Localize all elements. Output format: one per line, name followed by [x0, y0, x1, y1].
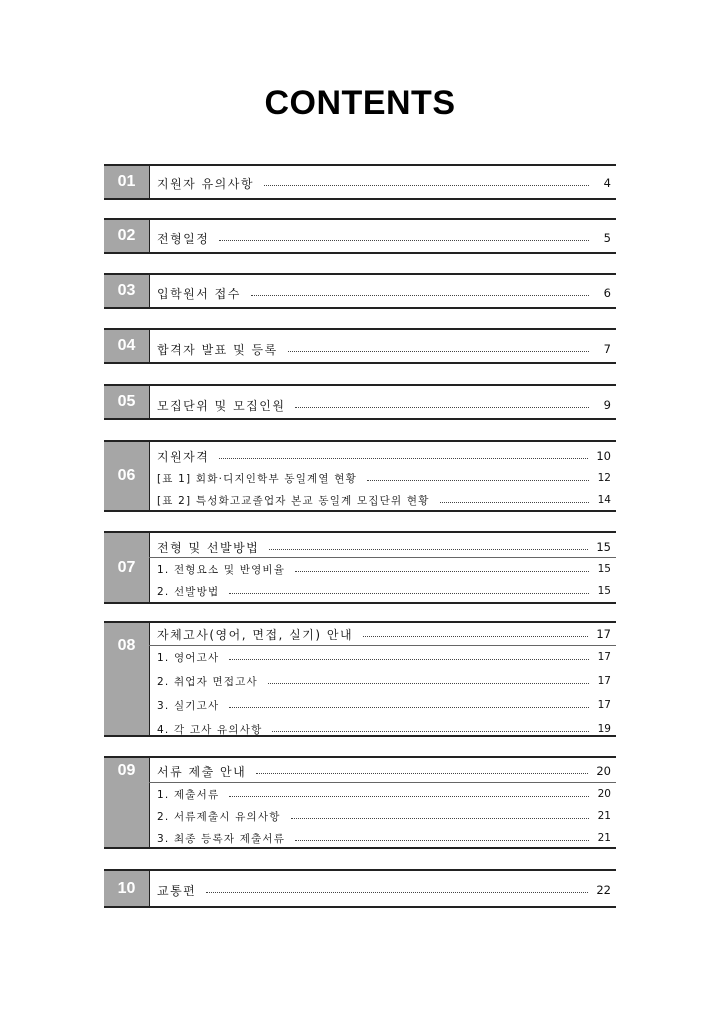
entry-label: 1. 제출서류: [157, 788, 220, 801]
page-title: CONTENTS: [264, 84, 456, 122]
toc-section-10: [104, 869, 616, 908]
dot-leader: [440, 502, 589, 503]
page-number: 14: [597, 494, 611, 506]
page-number: 17: [596, 627, 611, 641]
section-entries: [149, 533, 616, 602]
toc-entry[interactable]: [157, 338, 611, 360]
toc-subentry[interactable]: [157, 580, 611, 602]
entry-label: 합격자 발표 및 등록: [157, 342, 278, 357]
dot-leader: [219, 240, 589, 241]
toc-section-06: [104, 440, 616, 512]
page-number: 9: [603, 398, 611, 412]
toc-subentry[interactable]: [157, 718, 611, 740]
entry-label: 전형일정: [157, 231, 210, 246]
page-number: 15: [596, 540, 611, 554]
entry-label: 지원자 유의사항: [157, 176, 254, 191]
dot-leader: [272, 731, 589, 732]
entry-label: 서류 제출 안내: [157, 764, 247, 779]
page-number: 21: [597, 810, 611, 822]
toc-section-07: [104, 531, 616, 604]
section-entries: [149, 442, 616, 510]
page-number: 10: [596, 449, 611, 463]
toc-entry[interactable]: [157, 879, 611, 901]
page-number: 12: [597, 472, 611, 484]
section-number: 05: [104, 386, 150, 418]
dot-leader: [367, 480, 589, 481]
section-number: 03: [104, 275, 150, 307]
entry-label: [표 2] 특성화고교졸업자 본교 동일계 모집단위 현황: [157, 494, 430, 507]
toc-subentry[interactable]: [157, 558, 611, 580]
section-entries: [149, 386, 616, 418]
dot-leader: [229, 796, 589, 797]
section-number: 08: [104, 623, 150, 735]
page-number: 17: [597, 651, 611, 663]
dot-leader: [256, 773, 588, 774]
page-number: 7: [603, 342, 611, 356]
page-number: 17: [597, 699, 611, 711]
dot-leader: [206, 892, 588, 893]
toc-entry[interactable]: [157, 445, 611, 467]
page-number: 19: [597, 723, 611, 735]
page-number: 15: [597, 563, 611, 575]
entry-label: 3. 실기고사: [157, 699, 220, 712]
toc-entry[interactable]: [157, 282, 611, 304]
section-entries: [149, 758, 616, 847]
section-number: 01: [104, 166, 150, 198]
section-number: 06: [104, 442, 150, 510]
entry-label: 2. 선발방법: [157, 585, 220, 598]
section-entries: [149, 166, 616, 198]
dot-leader: [268, 683, 589, 684]
entry-label: 4. 각 고사 유의사항: [157, 723, 263, 736]
section-entries: [149, 623, 616, 735]
section-entries: [149, 871, 616, 906]
toc-subentry[interactable]: [157, 489, 611, 511]
toc-entry[interactable]: [157, 172, 611, 194]
toc-subentry[interactable]: [157, 646, 611, 668]
section-number: 09: [104, 758, 150, 847]
page-number: 6: [603, 286, 611, 300]
toc-section-03: [104, 273, 616, 309]
dot-leader: [269, 549, 588, 550]
dot-leader: [295, 840, 589, 841]
dot-leader: [288, 351, 589, 352]
entry-label: 1. 전형요소 및 반영비율: [157, 563, 286, 576]
entry-label: 입학원서 접수: [157, 286, 241, 301]
entry-label: 모집단위 및 모집인원: [157, 398, 286, 413]
toc-subentry[interactable]: [157, 467, 611, 489]
toc-section-04: [104, 328, 616, 364]
entry-label: 3. 최종 등록자 제출서류: [157, 832, 286, 845]
toc-subentry[interactable]: [157, 694, 611, 716]
toc-section-02: [104, 218, 616, 254]
toc-section-08: [104, 621, 616, 737]
entry-label: [표 1] 회화·디지인학부 동일계열 현황: [157, 472, 357, 485]
toc-subentry[interactable]: [157, 670, 611, 692]
page-number: 20: [597, 788, 611, 800]
entry-label: 2. 서류제출시 유의사항: [157, 810, 281, 823]
dot-leader: [264, 185, 589, 186]
dot-leader: [295, 407, 589, 408]
dot-leader: [251, 295, 589, 296]
entry-label: 2. 취업자 면접고사: [157, 675, 258, 688]
page-number: 4: [603, 176, 611, 190]
dot-leader: [229, 659, 589, 660]
page-number: 21: [597, 832, 611, 844]
section-number: 07: [104, 533, 150, 602]
dot-leader: [229, 707, 589, 708]
toc-entry[interactable]: [157, 623, 611, 645]
section-entries: [149, 275, 616, 307]
toc-section-05: [104, 384, 616, 420]
toc-entry[interactable]: [157, 536, 611, 558]
toc-entry[interactable]: [157, 394, 611, 416]
page-number: 17: [597, 675, 611, 687]
section-number: 04: [104, 330, 150, 362]
dot-leader: [363, 636, 588, 637]
entry-label: 교통편: [157, 883, 197, 898]
page-number: 15: [597, 585, 611, 597]
toc-entry[interactable]: [157, 227, 611, 249]
entry-label: 1. 영어고사: [157, 651, 220, 664]
dot-leader: [219, 458, 588, 459]
toc-subentry[interactable]: [157, 805, 611, 827]
section-entries: [149, 220, 616, 252]
page-number: 20: [596, 764, 611, 778]
entry-label: 지원자격: [157, 449, 210, 464]
dot-leader: [291, 818, 589, 819]
toc-section-09: [104, 756, 616, 849]
entry-label: 자체고사(영어, 면접, 실기) 안내: [157, 627, 354, 642]
page-number: 22: [596, 883, 611, 897]
dot-leader: [295, 571, 589, 572]
section-entries: [149, 330, 616, 362]
entry-label: 전형 및 선발방법: [157, 540, 260, 555]
toc-subentry[interactable]: [157, 827, 611, 849]
toc-subentry[interactable]: [157, 783, 611, 805]
toc-entry[interactable]: [157, 760, 611, 782]
section-number: 02: [104, 220, 150, 252]
dot-leader: [229, 593, 589, 594]
page-number: 5: [603, 231, 611, 245]
toc-section-01: [104, 164, 616, 200]
section-number: 10: [104, 871, 150, 906]
